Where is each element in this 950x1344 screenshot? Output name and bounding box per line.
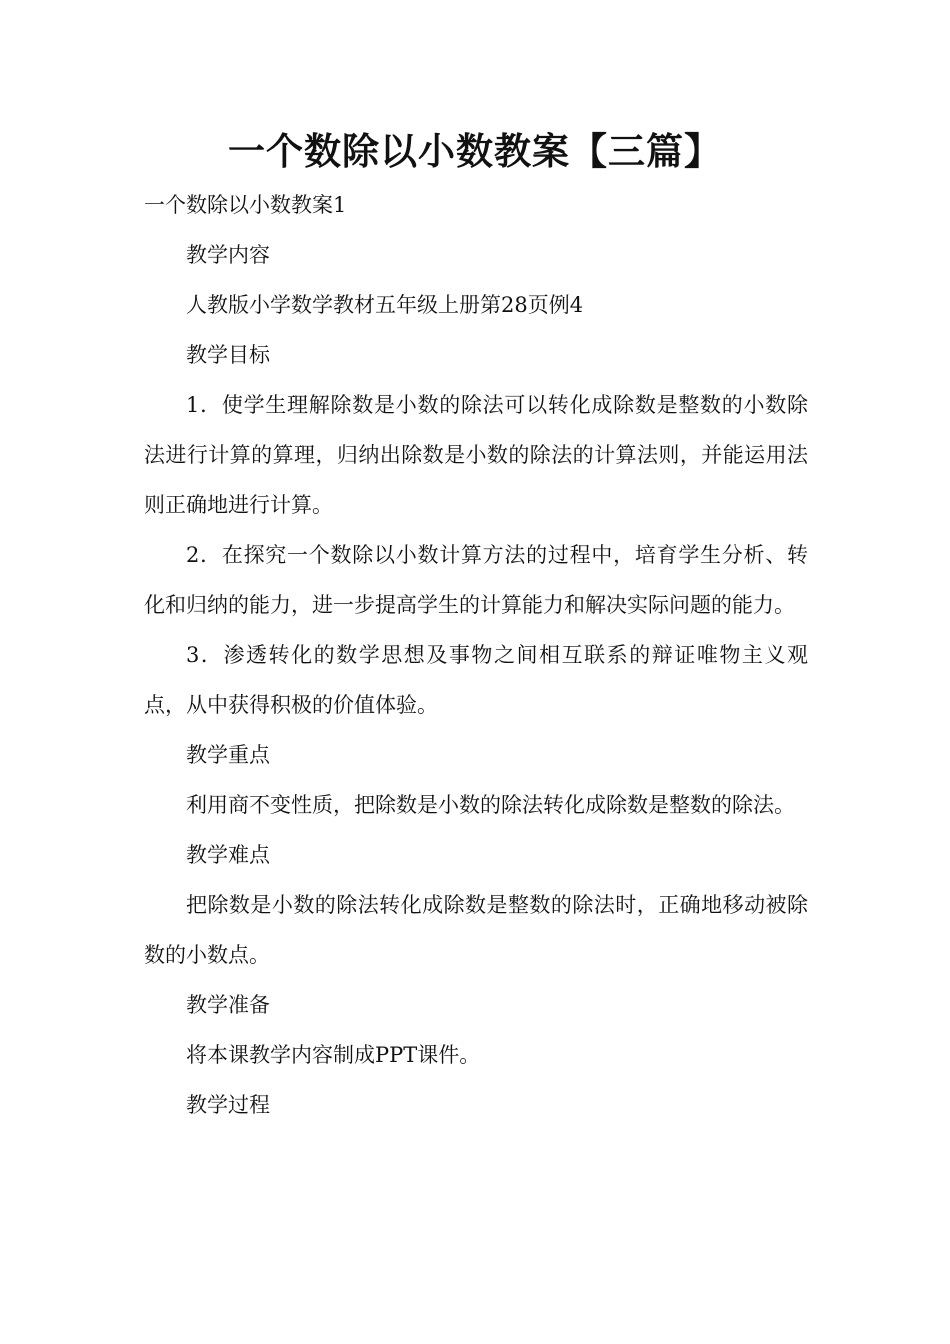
paragraph-goal-1: 1．使学生理解除数是小数的除法可以转化成除数是整数的小数除法进行计算的算理，归纳出除数是小数的除法的计算法则，并能运用法则正确地进行计算。 — [144, 393, 808, 517]
heading-teaching-process: 教学过程 — [186, 1093, 270, 1117]
heading-teaching-content: 教学内容 — [186, 243, 270, 267]
section-heading-lesson-1: 一个数除以小数教案1 — [144, 193, 347, 217]
paragraph-goal-2: 2．在探究一个数除以小数计算方法的过程中，培育学生分析、转化和归纳的能力，进一步提高学生的计算能力和解决实际问题的能力。 — [144, 543, 808, 617]
document-title: 一个数除以小数教案【三篇】 — [228, 130, 722, 173]
heading-preparation: 教学准备 — [186, 993, 270, 1017]
heading-key-points: 教学重点 — [186, 743, 270, 767]
paragraph-goal-3: 3．渗透转化的数学思想及事物之间相互联系的辩证唯物主义观点，从中获得积极的价值体验。 — [144, 643, 808, 717]
paragraph-preparation: 将本课教学内容制成PPT课件。 — [186, 1043, 481, 1067]
paragraph-difficulties: 把除数是小数的除法转化成除数是整数的除法时，正确地移动被除数的小数点。 — [144, 893, 808, 967]
paragraph-teaching-content: 人教版小学数学教材五年级上册第28页例4 — [186, 293, 584, 317]
heading-teaching-goals: 教学目标 — [186, 343, 270, 367]
heading-difficulties: 教学难点 — [186, 843, 270, 867]
paragraph-key-points: 利用商不变性质，把除数是小数的除法转化成除数是整数的除法。 — [186, 793, 795, 817]
document-body — [144, 180, 808, 1130]
